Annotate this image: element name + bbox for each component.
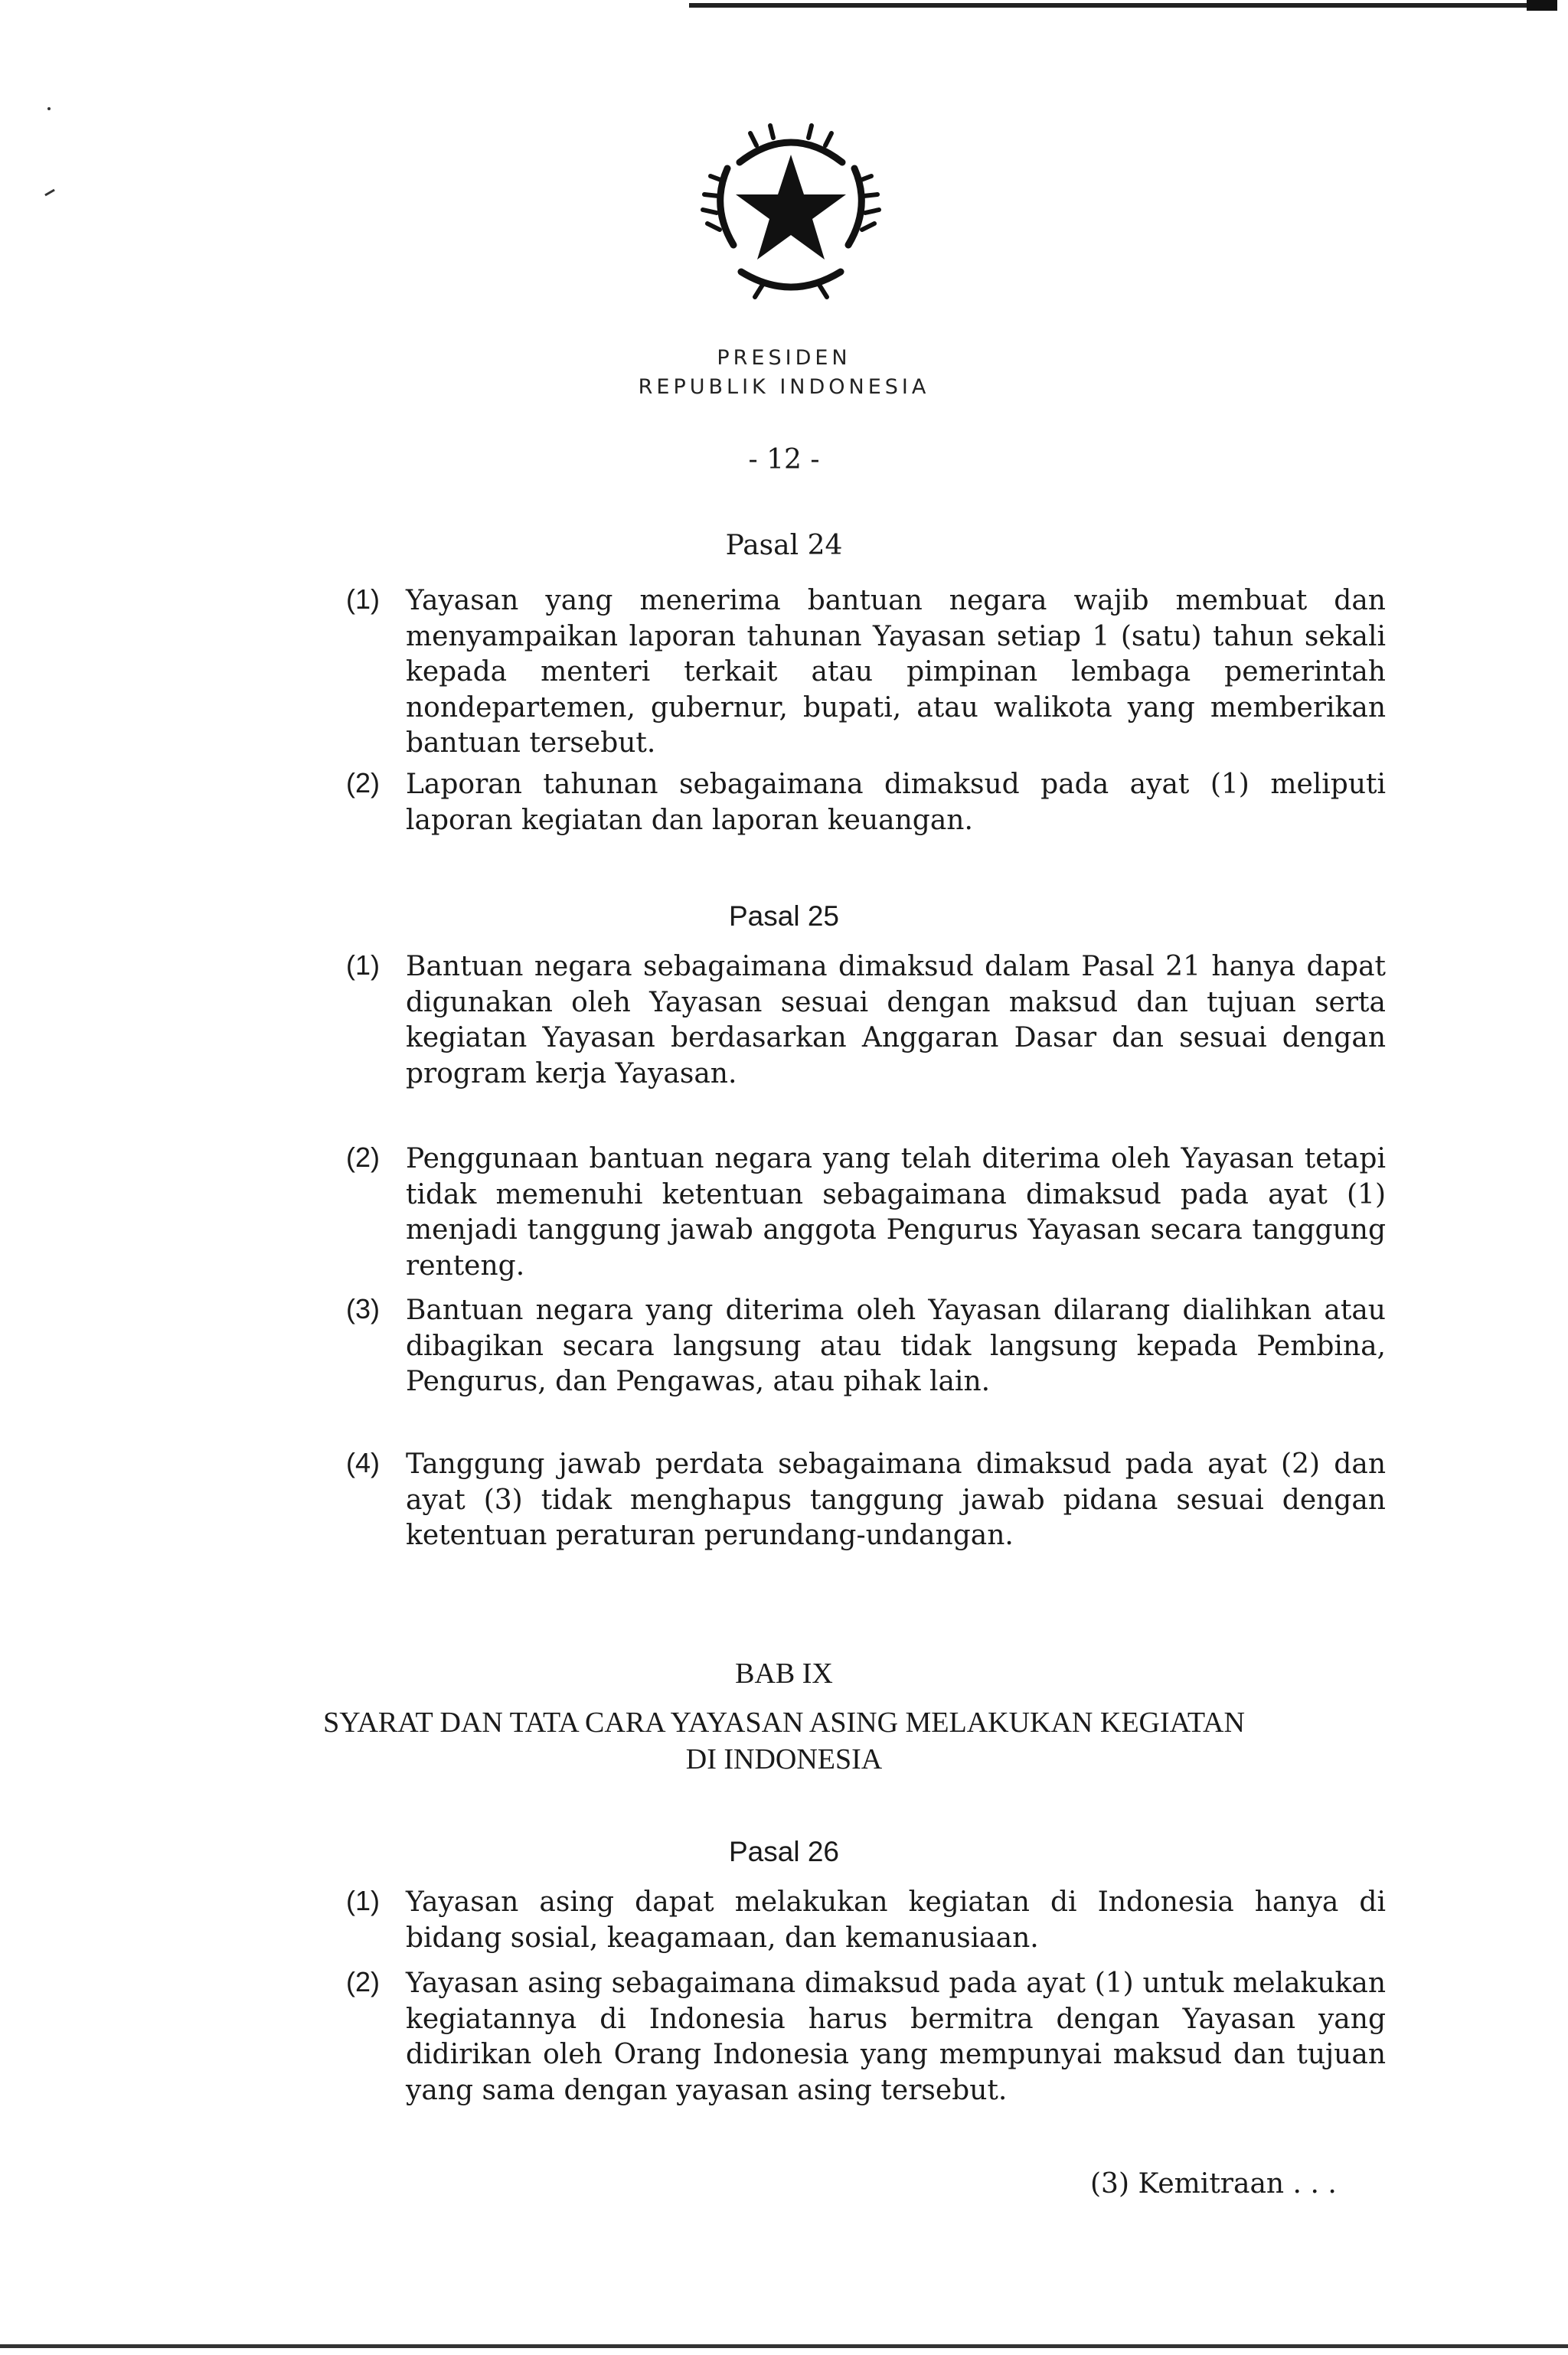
continuation-footer: (3) Kemitraan . . . xyxy=(1090,2168,1337,2200)
scan-margin-mark xyxy=(44,189,55,197)
bab-ix-title: BAB IX xyxy=(735,1658,833,1690)
ayat-number: (4) xyxy=(346,1447,380,1478)
ayat-number: (1) xyxy=(346,949,380,981)
pasal-25-ayat-4 xyxy=(346,1447,1386,1554)
pasal-24-ayat-1 xyxy=(346,583,1386,762)
ayat-text: Tanggung jawab perdata sebagaimana dimaksud pada ayat (2) dan ayat (3) tidak menghapus tanggung jawab pidana sesuai dengan ketentuan peraturan perundang-undangan. xyxy=(406,1449,1386,1551)
scan-speck xyxy=(47,107,51,110)
ayat-text: Yayasan yang menerima bantuan negara wajib membuat dan menyampaikan laporan tahunan Yayasan setiap 1 (satu) tahun sekali kepada menteri terkait atau pimpinan lembaga pemerintah nondepartemen, gubernur, bupati, atau walikota yang memberikan bantuan tersebut. xyxy=(406,585,1386,759)
ayat-number: (2) xyxy=(346,1966,380,1997)
ayat-text: Bantuan negara sebagaimana dimaksud dalam Pasal 21 hanya dapat digunakan oleh Yayasan sesuai dengan maksud dan tujuan serta kegiatan Yayasan berdasarkan Anggaran Dasar dan sesuai dengan program kerja Yayasan. xyxy=(406,951,1386,1089)
ayat-number: (1) xyxy=(346,583,380,615)
pasal-25-ayat-3 xyxy=(346,1293,1386,1400)
pasal-25-ayat-2 xyxy=(346,1142,1386,1284)
ayat-text: Yayasan asing sebagaimana dimaksud pada ayat (1) untuk melakukan kegiatannya di Indonesia harus bermitra dengan Yayasan yang didirikan oleh Orang Indonesia yang mempunyai maksud dan tujuan yang sama dengan yayasan asing tersebut. xyxy=(406,1968,1386,2106)
pasal-26-ayat-1 xyxy=(346,1885,1386,1956)
page-number: - 12 - xyxy=(748,444,820,475)
scan-bottom-border xyxy=(0,2344,1568,2348)
bab-subtitle-line-2: DI INDONESIA xyxy=(685,1743,883,1775)
header-republik-indonesia: REPUBLIK INDONESIA xyxy=(638,375,930,399)
scan-top-border-end xyxy=(1527,0,1557,11)
ayat-text: Penggunaan bantuan negara yang telah diterima oleh Yayasan tetapi tidak memenuhi ketentuan sebagaimana dimaksud pada ayat (1) menjadi tanggung jawab anggota Pengurus Yayasan secara tanggung renteng. xyxy=(406,1143,1386,1282)
scan-top-border xyxy=(689,3,1557,8)
bab-subtitle-line-1: SYARAT DAN TATA CARA YAYASAN ASING MELAKUKAN KEGIATAN xyxy=(323,1707,1245,1739)
ayat-number: (2) xyxy=(346,767,380,799)
pasal-26-title: Pasal 26 xyxy=(729,1836,839,1867)
pasal-24-title: Pasal 24 xyxy=(725,530,843,561)
pasal-26-ayat-2 xyxy=(346,1966,1386,2108)
ayat-text: Laporan tahunan sebagaimana dimaksud pada ayat (1) meliputi laporan kegiatan dan laporan keuangan. xyxy=(406,769,1386,836)
bab-ix-subtitle xyxy=(0,1704,1568,1778)
ayat-number: (3) xyxy=(346,1293,380,1324)
ayat-text: Yayasan asing dapat melakukan kegiatan di Indonesia hanya di bidang sosial, keagamaan, dan kemanusiaan. xyxy=(406,1886,1386,1954)
pasal-24-ayat-2 xyxy=(346,767,1386,838)
ayat-number: (1) xyxy=(346,1885,380,1916)
header-presiden: PRESIDEN xyxy=(717,346,851,370)
ayat-number: (2) xyxy=(346,1142,380,1173)
pasal-25-title: Pasal 25 xyxy=(729,900,839,932)
pasal-25-ayat-1 xyxy=(346,949,1386,1092)
presidential-seal-emblem-icon xyxy=(680,115,902,314)
ayat-text: Bantuan negara yang diterima oleh Yayasan dilarang dialihkan atau dibagikan secara langsung atau tidak langsung kepada Pembina, Pengurus, dan Pengawas, atau pihak lain. xyxy=(406,1295,1386,1397)
